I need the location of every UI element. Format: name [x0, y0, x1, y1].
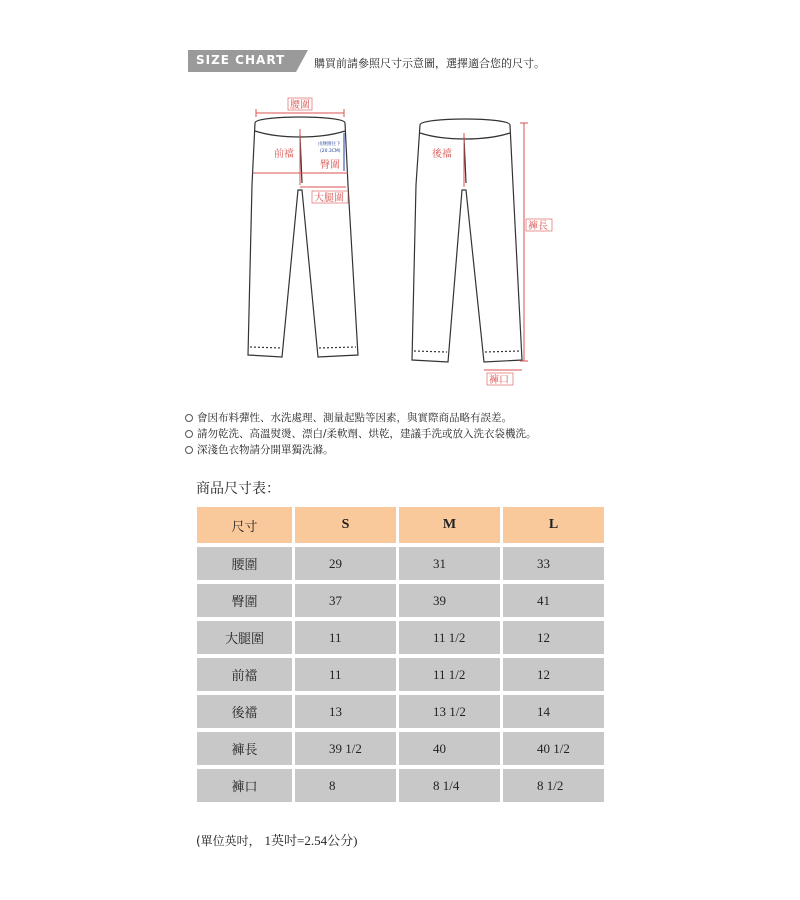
table-cell: 37 — [295, 584, 396, 617]
table-row — [197, 658, 604, 691]
table-row — [197, 547, 604, 580]
size-chart-banner — [188, 50, 308, 72]
table-cell: 11 — [295, 621, 396, 654]
table-cell: 39 — [399, 584, 500, 617]
table-cell: 14 — [503, 695, 604, 728]
pants-diagram — [240, 95, 560, 399]
thigh-label: 大腿圍 — [314, 193, 344, 204]
table-cell: 33 — [503, 547, 604, 580]
table-cell: 8 1/2 — [503, 769, 604, 802]
banner-label: SIZE CHART — [196, 53, 286, 67]
care-notes — [185, 410, 537, 458]
footnote-conversion: 1英吋=2.54公分) — [264, 833, 358, 848]
row-label: 臀圍 — [197, 584, 292, 617]
footnote-prefix: (單位英吋， — [196, 834, 261, 848]
unit-footnote — [196, 830, 357, 849]
table-row — [197, 584, 604, 617]
care-note: 會因布料彈性、水洗處理、測量起點等因素，與實際商品略有誤差。 — [185, 410, 537, 426]
row-label: 大腿圍 — [197, 621, 292, 654]
table-header-row — [197, 507, 604, 543]
care-note: 請勿乾洗、高溫熨燙、漂白/柔軟劑、烘乾，建議手洗或放入洗衣袋機洗。 — [185, 426, 537, 442]
table-cell: 29 — [295, 547, 396, 580]
table-cell: 31 — [399, 547, 500, 580]
table-row — [197, 769, 604, 802]
table-row — [197, 695, 604, 728]
table-cell: 13 1/2 — [399, 695, 500, 728]
care-note: 深淺色衣物請分開單獨洗滌。 — [185, 442, 537, 458]
column-header-s: S — [295, 507, 396, 543]
size-table — [194, 503, 607, 806]
bullet-icon — [185, 446, 193, 454]
column-header-m: M — [399, 507, 500, 543]
table-cell: 41 — [503, 584, 604, 617]
back-pants-illustration — [412, 119, 522, 362]
table-cell: 8 1/4 — [399, 769, 500, 802]
table-cell: 12 — [503, 658, 604, 691]
table-cell: 11 1/2 — [399, 621, 500, 654]
table-cell: 40 — [399, 732, 500, 765]
table-cell: 40 1/2 — [503, 732, 604, 765]
table-cell: 8 — [295, 769, 396, 802]
front-pants-illustration — [248, 117, 358, 357]
row-label: 褲口 — [197, 769, 292, 802]
bullet-icon — [185, 414, 193, 422]
table-cell: 11 1/2 — [399, 658, 500, 691]
table-cell: 11 — [295, 658, 396, 691]
measure-note-line2: (20.3CM) — [320, 149, 341, 154]
table-row — [197, 621, 604, 654]
row-label: 後襠 — [197, 695, 292, 728]
column-header-l: L — [503, 507, 604, 543]
table-cell: 12 — [503, 621, 604, 654]
table-row — [197, 732, 604, 765]
row-label: 腰圍 — [197, 547, 292, 580]
size-corner-label: 尺寸 — [197, 507, 292, 543]
hem-label: 褲口 — [489, 375, 509, 386]
hip-label: 臀圍 — [320, 160, 340, 171]
measure-note-line1: 由腰圍往下 — [318, 142, 341, 147]
table-cell: 13 — [295, 695, 396, 728]
front-rise-label: 前襠 — [274, 149, 294, 160]
back-rise-label: 後襠 — [432, 149, 452, 160]
row-label: 褲長 — [197, 732, 292, 765]
intro-text: 購買前請參照尺寸示意圖，選擇適合您的尺寸。 — [314, 57, 545, 70]
length-label: 褲長 — [528, 221, 548, 232]
table-title: 商品尺寸表： — [196, 481, 280, 497]
bullet-icon — [185, 430, 193, 438]
waist-label: 腰圍 — [290, 100, 310, 111]
row-label: 前襠 — [197, 658, 292, 691]
table-cell: 39 1/2 — [295, 732, 396, 765]
